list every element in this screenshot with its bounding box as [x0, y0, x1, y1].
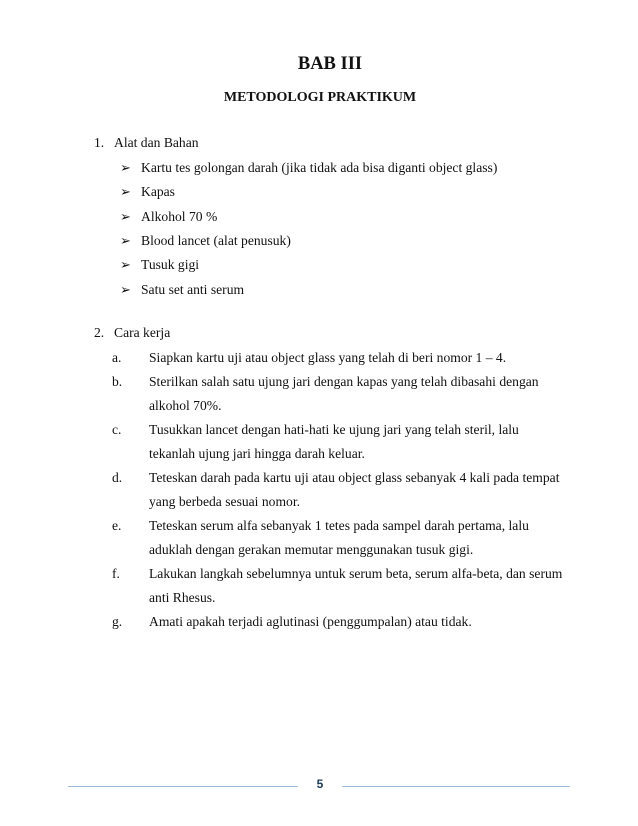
- step-text-continued: yang berbeda sesuai nomor.: [149, 494, 300, 509]
- arrow-bullet-icon: ➢: [120, 184, 131, 199]
- step-text: Lakukan langkah sebelumnya untuk serum beta, serum alfa-beta, dan serum: [149, 566, 563, 581]
- list-item-text: Tusuk gigi: [141, 257, 200, 272]
- chapter-title: METODOLOGI PRAKTIKUM: [223, 90, 417, 105]
- step-text-continued: alkohol 70%.: [149, 398, 222, 413]
- section2-number: 2.: [94, 325, 105, 340]
- section1-number: 1.: [94, 135, 105, 150]
- step-text: Teteskan darah pada kartu uji atau object glass sebanyak 4 kali pada tempat: [149, 470, 560, 485]
- step-label: b.: [112, 374, 123, 389]
- arrow-bullet-icon: ➢: [120, 233, 131, 248]
- arrow-bullet-icon: ➢: [120, 257, 131, 272]
- footer-rule-right: [342, 786, 570, 787]
- step-label: f.: [112, 566, 120, 581]
- step-label: a.: [112, 350, 122, 365]
- arrow-bullet-icon: ➢: [120, 160, 131, 175]
- step-label: c.: [112, 422, 122, 437]
- list-item-text: Kapas: [141, 184, 175, 199]
- step-label: e.: [112, 518, 122, 533]
- list-item-text: Satu set anti serum: [141, 282, 245, 297]
- list-item-text: Blood lancet (alat penusuk): [141, 233, 291, 248]
- step-text: Tusukkan lancet dengan hati-hati ke ujung jari yang telah steril, lalu: [149, 422, 519, 437]
- list-item-text: Alkohol 70 %: [141, 209, 218, 224]
- step-text: Teteskan serum alfa sebanyak 1 tetes pada sampel darah pertama, lalu: [149, 518, 529, 533]
- step-text: Siapkan kartu uji atau object glass yang telah di beri nomor 1 – 4.: [149, 350, 507, 365]
- arrow-bullet-icon: ➢: [120, 209, 131, 224]
- step-label: g.: [112, 614, 123, 629]
- step-label: d.: [112, 470, 123, 485]
- arrow-bullet-icon: ➢: [120, 282, 131, 297]
- footer-rule-left: [68, 786, 298, 787]
- step-text: Sterilkan salah satu ujung jari dengan kapas yang telah dibasahi dengan: [149, 374, 539, 389]
- page-number: 5: [316, 777, 324, 791]
- step-text: Amati apakah terjadi aglutinasi (penggumpalan) atau tidak.: [149, 614, 472, 629]
- section1-title: Alat dan Bahan: [114, 135, 199, 150]
- step-text-continued: aduklah dengan gerakan memutar menggunakan tusuk gigi.: [149, 542, 474, 557]
- step-text-continued: tekanlah ujung jari hingga darah keluar.: [149, 446, 365, 461]
- step-text-continued: anti Rhesus.: [149, 590, 216, 605]
- section2-title: Cara kerja: [114, 325, 171, 340]
- list-item-text: Kartu tes golongan darah (jika tidak ada bisa diganti object glass): [141, 160, 498, 175]
- chapter-heading: BAB III: [297, 54, 363, 74]
